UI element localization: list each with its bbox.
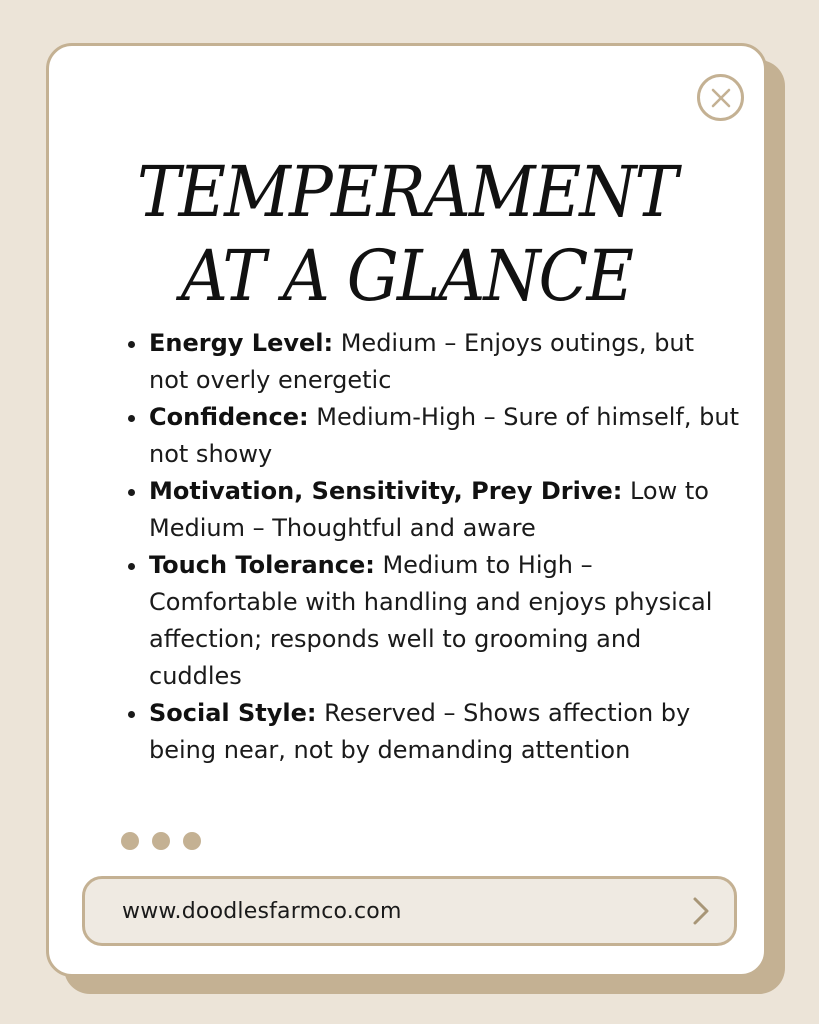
trait-label: Touch Tolerance:: [149, 551, 375, 579]
website-link[interactable]: www.doodlesfarmco.com: [122, 898, 402, 924]
pagination-dot[interactable]: [152, 832, 170, 850]
trait-text: Medium-High – Sure of himself, but not showy: [149, 403, 739, 468]
list-item-motivation: [149, 473, 739, 547]
trait-label: Social Style:: [149, 699, 317, 727]
list-item-touch-tolerance: [149, 547, 739, 695]
close-icon: [710, 87, 732, 109]
trait-label: Motivation, Sensitivity, Prey Drive:: [149, 477, 623, 505]
pagination-dots: [121, 832, 201, 850]
trait-label: Confidence:: [149, 403, 309, 431]
close-button[interactable]: [697, 74, 744, 121]
pagination-dot[interactable]: [121, 832, 139, 850]
trait-label: Energy Level:: [149, 329, 334, 357]
chevron-right-icon[interactable]: [692, 896, 710, 926]
info-card: [46, 43, 767, 977]
temperament-list: [127, 325, 739, 769]
trait-text: Medium to High – Comfortable with handling and enjoys physical affection; responds well to grooming and cuddles: [149, 551, 713, 690]
url-bar[interactable]: [82, 876, 737, 946]
list-item-energy-level: [149, 325, 739, 399]
list-item-confidence: [149, 399, 739, 473]
pagination-dot[interactable]: [183, 832, 201, 850]
trait-text: Low to Medium – Thoughtful and aware: [149, 477, 709, 542]
title-line-1: TEMPERAMENT: [136, 151, 677, 233]
trait-text: Medium – Enjoys outings, but not overly energetic: [149, 329, 695, 394]
title-line-2: AT A GLANCE: [180, 235, 633, 317]
list-item-social-style: [149, 695, 739, 769]
trait-text: Reserved – Shows affection by being near, not by demanding attention: [149, 699, 691, 764]
page-title: [74, 150, 739, 318]
